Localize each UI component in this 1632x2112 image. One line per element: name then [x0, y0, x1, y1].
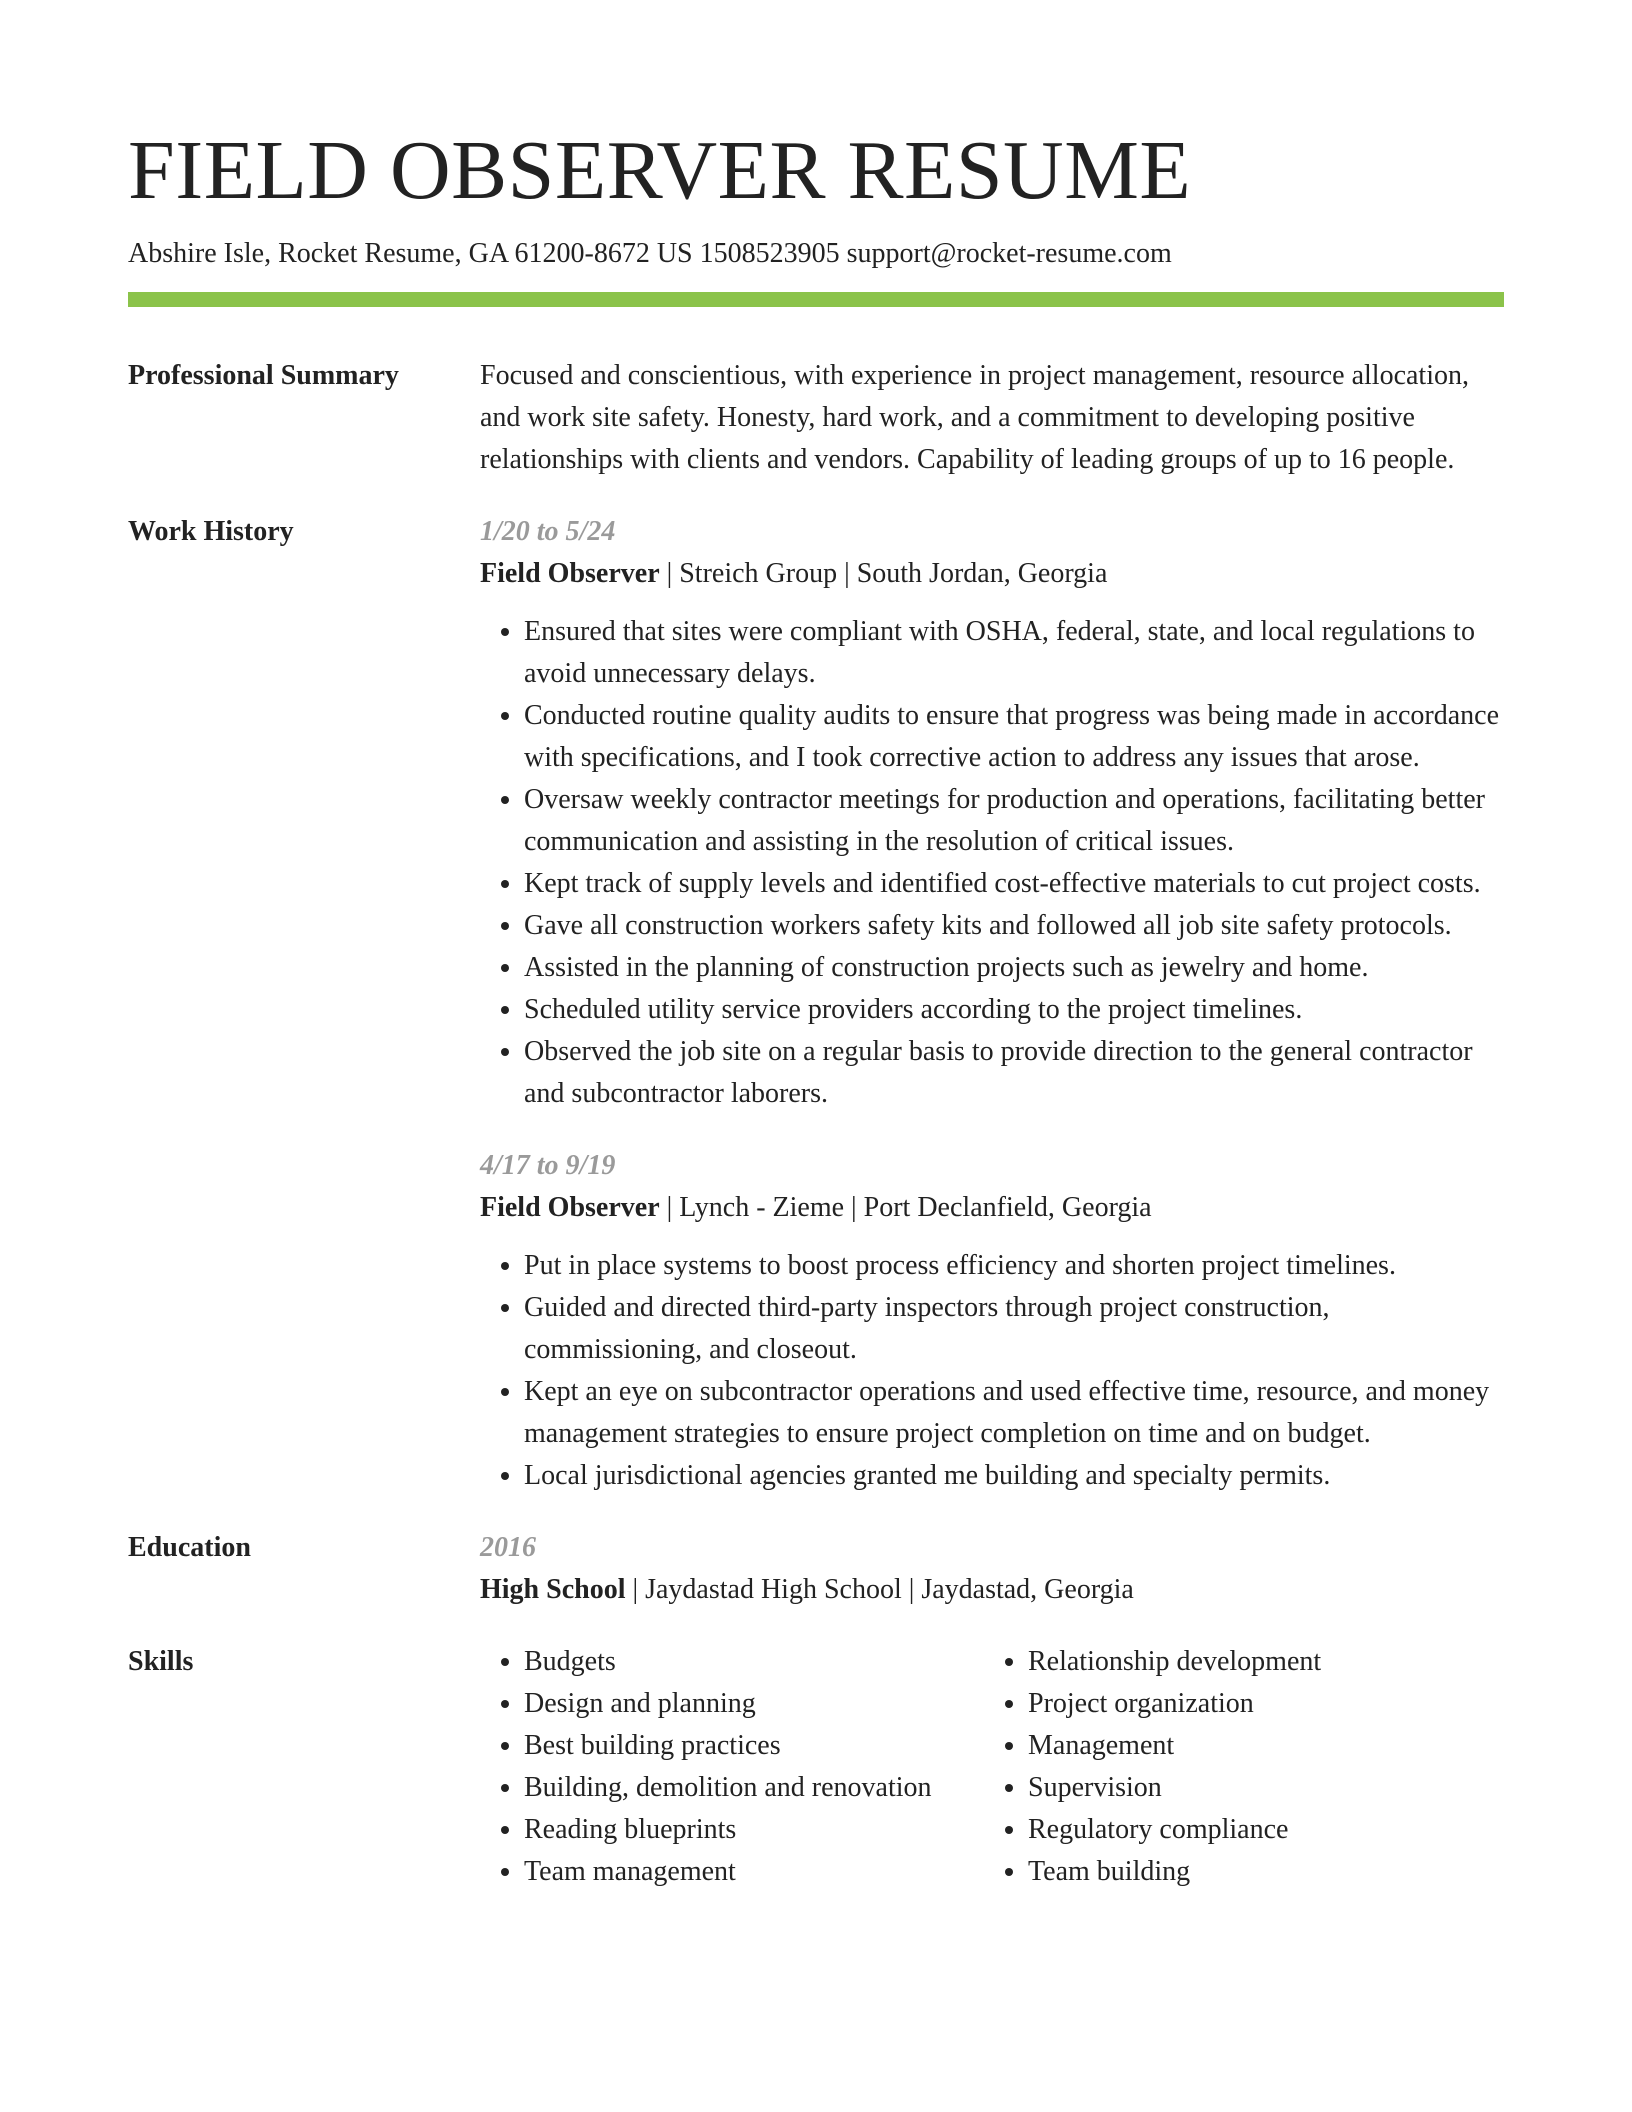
resume-title: FIELD OBSERVER RESUME — [128, 124, 1192, 217]
section-label-summary: Professional Summary — [128, 360, 399, 391]
job-details: | Lynch - Zieme | Port Declanfield, Georgia — [659, 1192, 1152, 1223]
skill-item: • Supervision — [1028, 1767, 1504, 1809]
job-entry — [480, 1145, 1504, 1497]
list-item: • Conducted routine quality audits to ensure that progress was being made in accordance with specifications, and I took corrective action to address any issues that arose. — [524, 695, 1504, 779]
job-bullets — [480, 1245, 1504, 1497]
section-professional-summary — [128, 355, 1504, 481]
list-item: • Kept an eye on subcontractor operations and used effective time, resource, and money management strategies to ensure project completion on time and on budget. — [524, 1371, 1504, 1455]
section-label-work: Work History — [128, 516, 294, 547]
list-item: • Scheduled utility service providers according to the project timelines. — [524, 989, 1504, 1031]
skill-item: • Budgets — [524, 1641, 984, 1683]
contact-phone: 1508523905 — [699, 238, 840, 269]
list-item: • Local jurisdictional agencies granted me building and specialty permits. — [524, 1455, 1504, 1497]
skill-item: • Project organization — [1028, 1683, 1504, 1725]
skill-item: • Best building practices — [524, 1725, 984, 1767]
skill-item: • Building, demolition and renovation — [524, 1767, 984, 1809]
job-bullets — [480, 611, 1504, 1115]
skill-item: • Relationship development — [1028, 1641, 1504, 1683]
skill-item: • Team building — [1028, 1851, 1504, 1893]
work-history-body — [480, 511, 1504, 1497]
list-item: • Assisted in the planning of construction projects such as jewelry and home. — [524, 947, 1504, 989]
section-education — [128, 1527, 1504, 1611]
education-degree: High School — [480, 1574, 626, 1605]
list-item: • Put in place systems to boost process efficiency and shorten project timelines. — [524, 1245, 1504, 1287]
header-divider — [128, 292, 1504, 307]
section-label-skills: Skills — [128, 1646, 194, 1677]
section-label-education: Education — [128, 1532, 251, 1563]
job-dates: 1/20 to 5/24 — [480, 516, 616, 547]
job-dates: 4/17 to 9/19 — [480, 1150, 616, 1181]
skills-column-1 — [480, 1641, 984, 1893]
education-heading — [480, 1569, 1504, 1611]
job-details: | Streich Group | South Jordan, Georgia — [659, 558, 1108, 589]
section-skills — [128, 1641, 1504, 1893]
education-details: | Jaydastad High School | Jaydastad, Georgia — [625, 1574, 1134, 1605]
job-heading — [480, 553, 1504, 595]
job-heading — [480, 1187, 1504, 1229]
section-work-history — [128, 511, 1504, 1497]
skills-body — [480, 1641, 1504, 1893]
contact-address: Abshire Isle, Rocket Resume, GA 61200-8672 US — [128, 238, 693, 269]
skill-item: • Regulatory compliance — [1028, 1809, 1504, 1851]
skill-item: • Management — [1028, 1725, 1504, 1767]
resume-page — [128, 118, 1504, 1893]
contact-line — [128, 234, 1504, 274]
list-item: • Guided and directed third-party inspectors through project construction, commissioning, and closeout. — [524, 1287, 1504, 1371]
job-role: Field Observer — [480, 558, 660, 589]
job-role: Field Observer — [480, 1192, 660, 1223]
education-body — [480, 1527, 1504, 1611]
list-item: • Gave all construction workers safety kits and followed all job site safety protocols. — [524, 905, 1504, 947]
summary-text: Focused and conscientious, with experience in project management, resource allocation, and work site safety. Honesty, hard work, and a commitment to developing positive relationships with clients and vendors. Capability of leading groups of up to 16 people. — [480, 360, 1469, 475]
list-item: • Observed the job site on a regular basis to provide direction to the general contractor and subcontractor laborers. — [524, 1031, 1504, 1115]
list-item: • Oversaw weekly contractor meetings for production and operations, facilitating better communication and assisting in the resolution of critical issues. — [524, 779, 1504, 863]
skills-column-2 — [984, 1641, 1504, 1893]
skill-item: • Design and planning — [524, 1683, 984, 1725]
education-dates: 2016 — [480, 1532, 536, 1563]
list-item: • Ensured that sites were compliant with OSHA, federal, state, and local regulations to avoid unnecessary delays. — [524, 611, 1504, 695]
job-entry — [480, 511, 1504, 1115]
contact-email: support@rocket-resume.com — [846, 238, 1172, 269]
skill-item: • Team management — [524, 1851, 984, 1893]
list-item: • Kept track of supply levels and identified cost-effective materials to cut project costs. — [524, 863, 1504, 905]
skill-item: • Reading blueprints — [524, 1809, 984, 1851]
